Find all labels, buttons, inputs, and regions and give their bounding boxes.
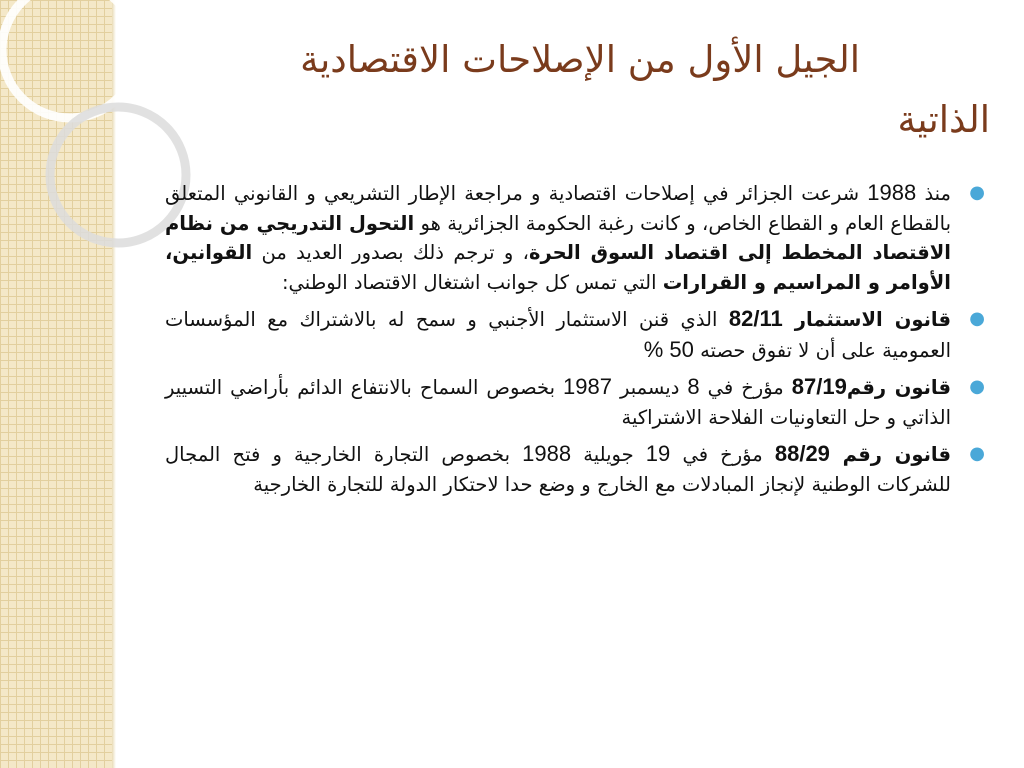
slide-title (160, 30, 990, 150)
bullet-dot-icon: ● (969, 443, 985, 464)
law-name: قانون رقم (846, 376, 951, 399)
day: 19 (645, 441, 671, 466)
text: بخصوص السماح بالانتفاع الدائم بأراضي التسيير الذاتي و حل التعاونيات الفلاحة الاشتراكية (165, 376, 951, 429)
text: مؤرخ في (699, 376, 792, 399)
share-percent: 50 % (643, 336, 694, 362)
law-name: قانون رقم (829, 443, 951, 466)
text: مؤرخ في (670, 443, 775, 466)
bullet-dot-icon: ● (969, 182, 985, 203)
law-name: قانون الاستثمار (782, 308, 952, 331)
text: جويلية (571, 443, 646, 466)
bold-phrase: التحول التدريجي من نظام الاقتصاد المخطط إلى اقتصاد السوق الحرة (165, 211, 951, 264)
text: ديسمبر (611, 376, 688, 399)
year: 1987 (563, 374, 612, 399)
year: 1988 (522, 441, 572, 466)
day: 8 (687, 374, 700, 399)
law-number: 82/11 (728, 306, 783, 331)
title-line-1: الجيل الأول من الإصلاحات الاقتصادية (300, 38, 860, 81)
bullet-item-investment-law (165, 304, 985, 365)
law-number: 88/29 (774, 441, 830, 466)
bullet-dot-icon: ● (969, 308, 985, 329)
bullet-item-law-87-19 (165, 372, 985, 432)
title-line-2: الذاتية (897, 98, 990, 141)
text: بخصوص التجارة الخارجية و فتح المجال للشركات الوطنية لإنجاز المبادلات مع الخارج و وضع حدا لاحتكار الدولة للتجارة الخارجية (165, 443, 951, 496)
text: ، و ترجم ذلك بصدور العديد من (252, 241, 529, 264)
text: الذي قنن الاستثمار الأجنبي و سمح له بالاشتراك مع المؤسسات العمومية على أن لا تفوق حصته (165, 308, 951, 362)
law-number: 87/19 (791, 374, 847, 399)
text: منذ (916, 182, 952, 205)
bullet-dot-icon: ● (969, 376, 985, 397)
year: 1988 (867, 180, 917, 205)
bold-phrase: القوانين، الأوامر و المراسيم و القرارات (165, 241, 951, 294)
deco-circle-large (2, 0, 138, 118)
text: التي تمس كل جوانب اشتغال الاقتصاد الوطني: (281, 270, 663, 294)
bullet-list (165, 178, 985, 506)
bullet-item-reforms (165, 178, 985, 297)
text: شرعت الجزائر في إصلاحات اقتصادية و مراجعة الإطار التشريعي و القانوني المتعلق بالقطاع العام و القطاع الخاص، و كانت رغبة الحكومة الجزائرية هو (165, 182, 951, 235)
bullet-item-law-88-29 (165, 439, 985, 499)
